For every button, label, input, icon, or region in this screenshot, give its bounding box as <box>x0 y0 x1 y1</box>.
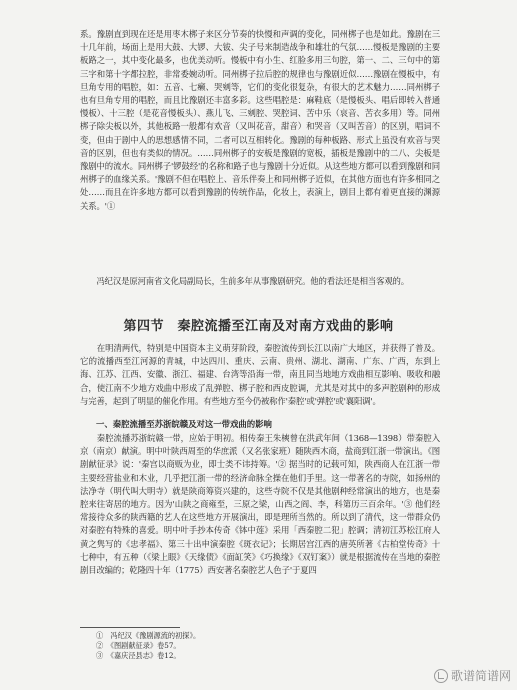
footnote-2: ② 《图剧献征录》卷57。 <box>96 641 181 650</box>
paragraph-henan-opera: 系。豫剧直到现在还是用枣木梆子来区分节奏的快慢和声调的变化，同州梆子也是如此。豫剧在三十几年前，场面上是用大鼓、大锣、大钹、尖子号来制造战争和雄壮的气氛……慢板是豫剧的主要板路之一，其中变化最多，也优美动听。慢板中有小生、红脸多用三句腔，第一、二、三句中的第三字和第十字都拉腔，非常委婉动听。同州梆子拉后腔的规律也与豫剧近似……豫剧在慢板中，有旦角专用的唱腔，如：五音、七癞、哭剜等，它们的变化很复杂，有很大的艺术魅力……同州梆子也有旦角专用的唱腔，而且比豫剧还丰富多彩。这些唱腔是：麻鞋底（是慢板头、唱后即转入普通慢板）、十三腔（是花音慢板头）、燕儿飞、三剜腔、哭腔词、苦中乐（哀音、苦衣多用）等。同州梆子除尖板以外，其他板路一般都有欢音（又叫花音，甜音）和哭音（又叫苦音）的区别，唱词不变，但由于剧中人的思想感情不同，二者可以互相转化。豫剧的每种板路、形式上虽没有欢音与哭音的区别，但也有类似的情况。……同州梆子的安板是豫剧的宽板，插板是豫剧中的二八、尖板是豫剧中的流水。同州梆子'锣鼓经'的名称和路子也与豫剧十分近似。从这些地方都可以看到豫剧和同州梆子的血缘关系。'豫剧不但在唱腔上、音乐伴奏上和同州梆子近似，在其他方面也有许多相同之处……而且在许多地方都可以看到豫剧的传统作品，化妆上，表演上，剧目上都有着更直接的渊源关系。'① <box>80 29 440 211</box>
watermark-logo-icon <box>434 669 448 683</box>
footnote-divider <box>80 627 180 628</box>
paragraph-feng-jihan: 冯纪汉是原河南省文化局副局长，生前多年从事豫剧研究。他的看法还是相当客观的。 <box>80 276 409 286</box>
paragraph-ming-qing: 在明清两代，特别是中国资本主义萌芽阶段，秦腔流传到长江以南广大地区，并获得了普及。它的流播西至江河源的青城，中达四川、重庆、云南、贵州、湖北、湖南、广东、广西，东到上海、江苏、江西、安徽、浙江、福建、台湾等沿海一带，南且同当地地方戏曲相互影响、吸收和融合，使江南不少地方戏曲中形成了乱弹腔、梆子腔和西皮腔调，尤其是对其中的多声腔剧种的形成与完善，起到了明显的催化作用。有些地方至今仍被称作'秦腔'或'弹腔'或'襄阳调'。 <box>80 343 440 406</box>
footnote-3: ③ 《嘉庆泾县志》卷12。 <box>96 651 181 660</box>
footnote-1: ① 冯纪汉《豫剧源流的初探》。 <box>96 631 201 640</box>
section-title: 第四节 秦腔流播至江南及对南方戏曲的影响 <box>123 319 394 334</box>
footnotes-list <box>96 631 200 661</box>
paragraph-qinqiang-spread: 秦腔流播苏浙皖赣一带，应始于明初。相传秦王朱樉曾在洪武年间（1368—1398）带秦腔入京（南京）献演。明中叶陕西周至的华庶派（又名张家班）随陕西木商，盐商到江浙一带演出。《图剧献征录》说：'秦宫以商贩为业，即士类不讳持筹。'② 据当时的记载可知，陕西商人在江浙一带主要经营盐业和木业，几乎把江浙一带的经济命脉全操在他们手里。这一带著名的寺院，如扬州的法净寺（明代叫大明寺）就是陕商筹资兴建的，这些寺院不仅是其他剧种经常演出的地方，也是秦腔来往寄居的地方。因为'山陕之商雍至，三原之梁，山西之阎、李，科第历三百余年。'③ 他们经常接待众多的陕西籍的艺人在这些地方开展演出，即是理所当然的。所以到了清代，这一带群众仍对秦腔有特殊的喜爱。明中叶手抄本传奇《钵中莲》采用「西秦腔二犯」腔调；清初江苏松江府人黄之隽写的《忠孝福》、第三十出申演秦腔《斑衣记》；长期居宫江西的唐英所著《古柏堂传奇》十七种中，有五种（《梁上眼》《天缘债》《面缸笑》《巧换缘》《双钉案》）就是根据流传在当地的秦腔剧目改编的；乾隆四十年（1775）西安著名秦腔艺人色子'于夏四 <box>80 433 440 576</box>
watermark-text: 歌谱简谱网 <box>450 669 511 683</box>
site-watermark <box>434 667 511 684</box>
subsection-heading: 一、秦腔流播至苏浙皖赣及对这一带戏曲的影响 <box>96 419 272 429</box>
